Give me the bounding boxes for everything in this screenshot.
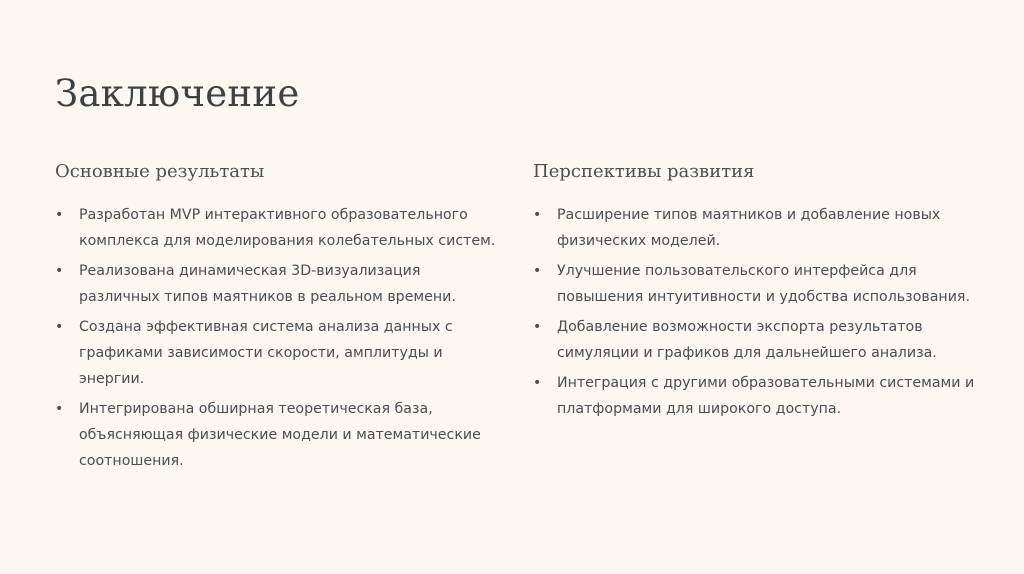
bullet-icon: • [533,263,542,279]
list-item [533,258,983,310]
list-item-text: Разработан MVP интерактивного образовательного комплекса для моделирования колебательных систем. [79,207,496,249]
bullet-icon: • [55,401,64,417]
bullet-icon: • [55,319,64,335]
list-item-text: Интеграция с другими образовательными системами и платформами для широкого доступа. [557,375,975,417]
bullet-icon: • [533,319,542,335]
list-item [533,314,983,366]
list-item-text: Расширение типов маятников и добавление новых физических моделей. [557,207,941,249]
bullet-icon: • [55,263,64,279]
list-item-text: Создана эффективная система анализа данных с графиками зависимости скорости, амплитуды и энергии. [79,319,453,387]
results-heading: Основные результаты [55,161,265,182]
list-item-text: Реализована динамическая 3D-визуализация различных типов маятников в реальном времени. [79,263,456,305]
list-item-text: Интегрирована обширная теоретическая база, объясняющая физические модели и математические соотношения. [79,401,481,469]
bullet-icon: • [533,375,542,391]
list-item-text: Добавление возможности экспорта результатов симуляции и графиков для дальнейшего анализа. [557,319,937,361]
bullet-icon: • [533,207,542,223]
list-item [55,396,505,474]
prospects-column [533,160,983,426]
list-item [55,314,505,392]
bullet-icon: • [55,207,64,223]
list-item [55,202,505,254]
list-item-text: Улучшение пользовательского интерфейса для повышения интуитивности и удобства использования. [557,263,970,305]
list-item [533,202,983,254]
list-item [55,258,505,310]
prospects-heading: Перспективы развития [533,161,755,182]
results-list [55,202,505,474]
prospects-list [533,202,983,422]
results-column [55,160,505,478]
list-item [533,370,983,422]
page-title: Заключение [55,72,300,115]
